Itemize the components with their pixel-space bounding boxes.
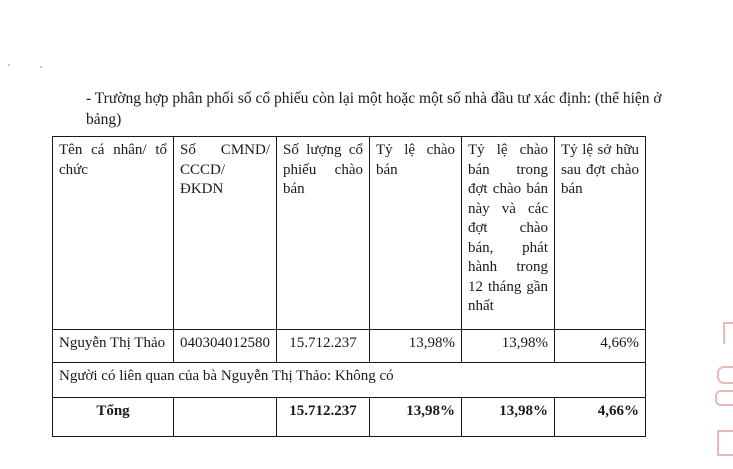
total-label: Tổng — [53, 398, 174, 437]
total-quantity: 15.712.237 — [277, 398, 370, 437]
header-ownership: Tỷ lệ sở hữu sau đợt chào bán — [555, 137, 646, 330]
stamp-fragment — [717, 366, 733, 384]
related-persons-row — [53, 363, 646, 398]
scan-speck — [40, 66, 42, 68]
total-ratio-12m: 13,98% — [462, 398, 555, 437]
cell-ratio-12m: 13,98% — [462, 330, 555, 363]
total-ownership: 4,66% — [555, 398, 646, 437]
stamp-fragment — [715, 390, 733, 406]
total-offer-ratio: 13,98% — [370, 398, 462, 437]
cell-quantity: 15.712.237 — [277, 330, 370, 363]
cell-name: Nguyễn Thị Thảo — [53, 330, 174, 363]
total-id — [174, 398, 277, 437]
intro-paragraph: - Trường hợp phân phối số cổ phiếu còn lại một hoặc một số nhà đầu tư xác định: (thể hiện ở bảng) — [86, 90, 662, 128]
stamp-fragment — [717, 430, 733, 456]
total-row — [53, 398, 646, 437]
cell-ownership: 4,66% — [555, 330, 646, 363]
header-quantity: Số lượng cổ phiếu chào bán — [277, 137, 370, 330]
header-id: Số CMND/ CCCD/ ĐKDN — [174, 137, 277, 330]
header-ratio-12m: Tỷ lệ chào bán trong đợt chào bán này và các đợt chào bán, phát hành trong 12 tháng gần nhất — [462, 137, 555, 330]
scan-speck — [8, 64, 10, 66]
stamp-fragment — [723, 322, 733, 344]
header-name: Tên cá nhân/ tổ chức — [53, 137, 174, 330]
cell-offer-ratio: 13,98% — [370, 330, 462, 363]
related-persons-note: Người có liên quan của bà Nguyễn Thị Thảo: Không có — [53, 363, 646, 398]
cell-id: 040304012580 — [174, 330, 277, 363]
table-row — [53, 330, 646, 363]
header-offer-ratio: Tỷ lệ chào bán — [370, 137, 462, 330]
table-header-row — [53, 137, 646, 330]
shareholder-table — [52, 136, 646, 437]
